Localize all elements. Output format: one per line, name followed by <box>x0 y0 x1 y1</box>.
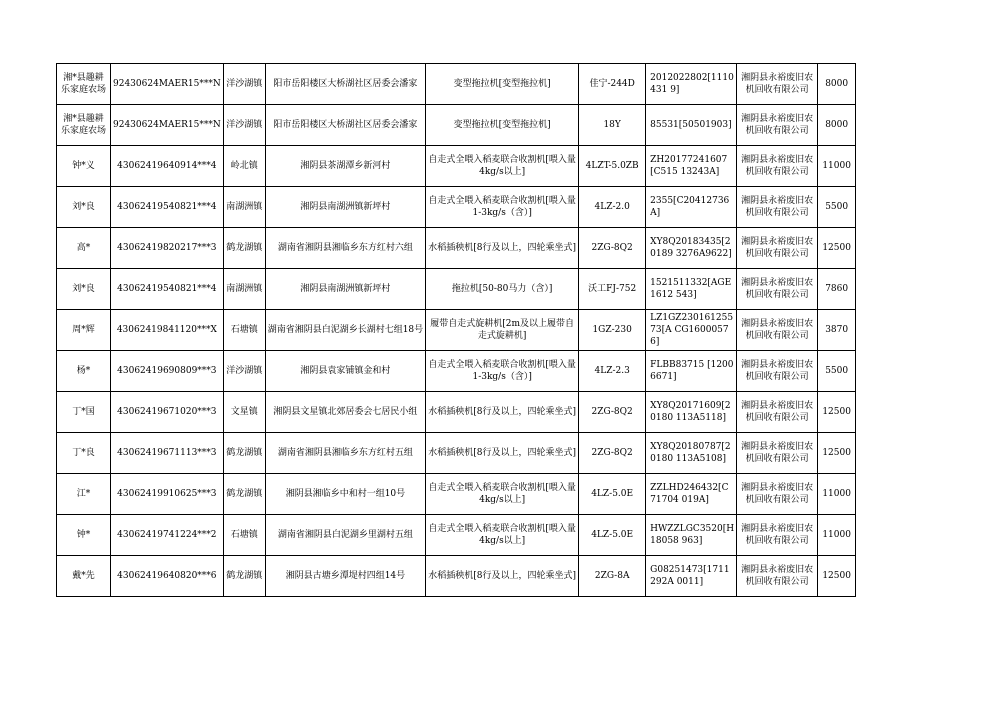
cell-recycler: 湘阴县永裕废旧农机回收有限公司 <box>737 351 818 392</box>
cell-id-number: 92430624MAER15***N <box>111 64 224 105</box>
cell-address: 湖南省湘阴县白泥湖乡里湖村五组 <box>265 515 425 556</box>
cell-id-number: 43062419540821***4 <box>111 187 224 228</box>
cell-town: 洋沙湖镇 <box>223 64 265 105</box>
cell-town: 岭北镇 <box>223 146 265 187</box>
cell-address: 湖南省湘阴县白泥湖乡长湖村七组18号 <box>265 310 425 351</box>
cell-owner-name: 杨* <box>57 351 111 392</box>
cell-amount: 12500 <box>818 556 856 597</box>
cell-amount: 8000 <box>818 105 856 146</box>
table-row <box>57 351 856 392</box>
cell-recycler: 湘阴县永裕废旧农机回收有限公司 <box>737 433 818 474</box>
cell-recycler: 湘阴县永裕废旧农机回收有限公司 <box>737 187 818 228</box>
subsidy-table <box>56 63 856 597</box>
cell-machine-type: 履带自走式旋耕机[2m及以上履带自走式旋耕机] <box>426 310 579 351</box>
cell-model: 佳宁-244D <box>579 64 646 105</box>
cell-owner-name: 高* <box>57 228 111 269</box>
cell-amount: 12500 <box>818 392 856 433</box>
cell-serial-number: LZ1GZ23016125573[A CG16000576] <box>646 310 737 351</box>
cell-recycler: 湘阴县永裕废旧农机回收有限公司 <box>737 310 818 351</box>
table-row <box>57 64 856 105</box>
cell-serial-number: 2012022802[1110431 9] <box>646 64 737 105</box>
table-row <box>57 310 856 351</box>
cell-owner-name: 江* <box>57 474 111 515</box>
cell-serial-number: ZZLHD246432[C71704 019A] <box>646 474 737 515</box>
cell-machine-type: 水稻插秧机[8行及以上，四轮乘坐式] <box>426 556 579 597</box>
cell-id-number: 43062419671020***3 <box>111 392 224 433</box>
cell-model: 2ZG-8Q2 <box>579 433 646 474</box>
table-row <box>57 433 856 474</box>
cell-recycler: 湘阴县永裕废旧农机回收有限公司 <box>737 64 818 105</box>
cell-amount: 12500 <box>818 433 856 474</box>
cell-amount: 3870 <box>818 310 856 351</box>
cell-serial-number: FLBB83715 [12006671] <box>646 351 737 392</box>
cell-address: 湘阴县文星镇北郊居委会七居民小组 <box>265 392 425 433</box>
cell-machine-type: 变型拖拉机[变型拖拉机] <box>426 105 579 146</box>
cell-id-number: 43062419910625***3 <box>111 474 224 515</box>
cell-model: 4LZ-5.0E <box>579 474 646 515</box>
cell-recycler: 湘阴县永裕废旧农机回收有限公司 <box>737 269 818 310</box>
cell-address: 湘阴县古塘乡潭堤村四组14号 <box>265 556 425 597</box>
cell-owner-name: 刘*良 <box>57 187 111 228</box>
cell-machine-type: 自走式全喂入稻麦联合收割机[喂入量4kg/s以上] <box>426 146 579 187</box>
cell-serial-number: 85531[50501903] <box>646 105 737 146</box>
cell-town: 洋沙湖镇 <box>223 351 265 392</box>
table-row <box>57 187 856 228</box>
cell-amount: 7860 <box>818 269 856 310</box>
cell-machine-type: 自走式全喂入稻麦联合收割机[喂入量1-3kg/s（含）] <box>426 351 579 392</box>
cell-amount: 11000 <box>818 474 856 515</box>
cell-machine-type: 自走式全喂入稻麦联合收割机[喂入量4kg/s以上] <box>426 515 579 556</box>
table-row <box>57 228 856 269</box>
cell-owner-name: 戴*先 <box>57 556 111 597</box>
cell-address: 湖南省湘阴县湘临乡东方红村六组 <box>265 228 425 269</box>
cell-model: 4LZT-5.0ZB <box>579 146 646 187</box>
cell-machine-type: 自走式全喂入稻麦联合收割机[喂入量1-3kg/s（含）] <box>426 187 579 228</box>
cell-recycler: 湘阴县永裕废旧农机回收有限公司 <box>737 474 818 515</box>
cell-amount: 5500 <box>818 351 856 392</box>
cell-address: 湘阴县茶湖潭乡新河村 <box>265 146 425 187</box>
cell-owner-name: 钟* <box>57 515 111 556</box>
table-row <box>57 146 856 187</box>
cell-model: 18Y <box>579 105 646 146</box>
table-row <box>57 392 856 433</box>
cell-model: 4LZ-2.3 <box>579 351 646 392</box>
cell-town: 石塘镇 <box>223 515 265 556</box>
cell-owner-name: 湘*县趣耕乐家庭农场 <box>57 105 111 146</box>
cell-amount: 11000 <box>818 515 856 556</box>
cell-model: 沃工FJ-752 <box>579 269 646 310</box>
cell-owner-name: 刘*良 <box>57 269 111 310</box>
cell-machine-type: 水稻插秧机[8行及以上，四轮乘坐式] <box>426 228 579 269</box>
table-row <box>57 556 856 597</box>
cell-address: 湘阴县湘临乡中和村一组10号 <box>265 474 425 515</box>
cell-model: 2ZG-8Q2 <box>579 228 646 269</box>
cell-id-number: 43062419741224***2 <box>111 515 224 556</box>
cell-model: 1GZ-230 <box>579 310 646 351</box>
cell-machine-type: 拖拉机[50-80马力（含）] <box>426 269 579 310</box>
cell-town: 鹤龙湖镇 <box>223 433 265 474</box>
cell-model: 4LZ-2.0 <box>579 187 646 228</box>
cell-serial-number: HWZZLGC3520[H18058 963] <box>646 515 737 556</box>
cell-amount: 8000 <box>818 64 856 105</box>
cell-serial-number: XY8Q20183435[20189 3276A9622] <box>646 228 737 269</box>
cell-recycler: 湘阴县永裕废旧农机回收有限公司 <box>737 146 818 187</box>
cell-machine-type: 变型拖拉机[变型拖拉机] <box>426 64 579 105</box>
cell-town: 文星镇 <box>223 392 265 433</box>
cell-address: 湘阴县南湖洲镇新坪村 <box>265 269 425 310</box>
cell-town: 洋沙湖镇 <box>223 105 265 146</box>
cell-town: 鹤龙湖镇 <box>223 228 265 269</box>
cell-id-number: 43062419820217***3 <box>111 228 224 269</box>
cell-town: 鹤龙湖镇 <box>223 556 265 597</box>
cell-address: 湘阴县南湖洲镇新坪村 <box>265 187 425 228</box>
cell-amount: 11000 <box>818 146 856 187</box>
cell-owner-name: 周*辉 <box>57 310 111 351</box>
table-row <box>57 105 856 146</box>
cell-recycler: 湘阴县永裕废旧农机回收有限公司 <box>737 556 818 597</box>
cell-town: 鹤龙湖镇 <box>223 474 265 515</box>
cell-serial-number: ZH20177241607[C515 13243A] <box>646 146 737 187</box>
cell-machine-type: 水稻插秧机[8行及以上，四轮乘坐式] <box>426 433 579 474</box>
cell-owner-name: 丁*良 <box>57 433 111 474</box>
cell-address: 湘阴县袁家铺镇金和村 <box>265 351 425 392</box>
cell-owner-name: 钟*义 <box>57 146 111 187</box>
cell-serial-number: 2355[C20412736A] <box>646 187 737 228</box>
cell-amount: 12500 <box>818 228 856 269</box>
cell-id-number: 43062419671113***3 <box>111 433 224 474</box>
table-body <box>57 64 856 597</box>
cell-model: 4LZ-5.0E <box>579 515 646 556</box>
cell-serial-number: G08251473[1711292A 0011] <box>646 556 737 597</box>
cell-town: 南湖洲镇 <box>223 269 265 310</box>
cell-amount: 5500 <box>818 187 856 228</box>
cell-owner-name: 丁*国 <box>57 392 111 433</box>
cell-recycler: 湘阴县永裕废旧农机回收有限公司 <box>737 392 818 433</box>
cell-serial-number: XY8Q20180787[20180 113A5108] <box>646 433 737 474</box>
cell-recycler: 湘阴县永裕废旧农机回收有限公司 <box>737 105 818 146</box>
cell-id-number: 43062419540821***4 <box>111 269 224 310</box>
cell-machine-type: 水稻插秧机[8行及以上，四轮乘坐式] <box>426 392 579 433</box>
cell-id-number: 43062419841120***X <box>111 310 224 351</box>
cell-id-number: 92430624MAER15***N <box>111 105 224 146</box>
table-row <box>57 269 856 310</box>
cell-recycler: 湘阴县永裕废旧农机回收有限公司 <box>737 228 818 269</box>
cell-id-number: 43062419690809***3 <box>111 351 224 392</box>
cell-town: 石塘镇 <box>223 310 265 351</box>
cell-id-number: 43062419640914***4 <box>111 146 224 187</box>
table-row <box>57 515 856 556</box>
cell-address: 湖南省湘阴县湘临乡东方红村五组 <box>265 433 425 474</box>
cell-id-number: 43062419640820***6 <box>111 556 224 597</box>
cell-machine-type: 自走式全喂入稻麦联合收割机[喂入量4kg/s以上] <box>426 474 579 515</box>
cell-model: 2ZG-8Q2 <box>579 392 646 433</box>
cell-model: 2ZG-8A <box>579 556 646 597</box>
table-row <box>57 474 856 515</box>
cell-owner-name: 湘*县趣耕乐家庭农场 <box>57 64 111 105</box>
cell-address: 阳市岳阳楼区大桥湖社区居委会潘家 <box>265 64 425 105</box>
cell-serial-number: 1521511332[AGE1612 543] <box>646 269 737 310</box>
cell-recycler: 湘阴县永裕废旧农机回收有限公司 <box>737 515 818 556</box>
cell-address: 阳市岳阳楼区大桥湖社区居委会潘家 <box>265 105 425 146</box>
cell-serial-number: XY8Q20171609[20180 113A5118] <box>646 392 737 433</box>
cell-town: 南湖洲镇 <box>223 187 265 228</box>
